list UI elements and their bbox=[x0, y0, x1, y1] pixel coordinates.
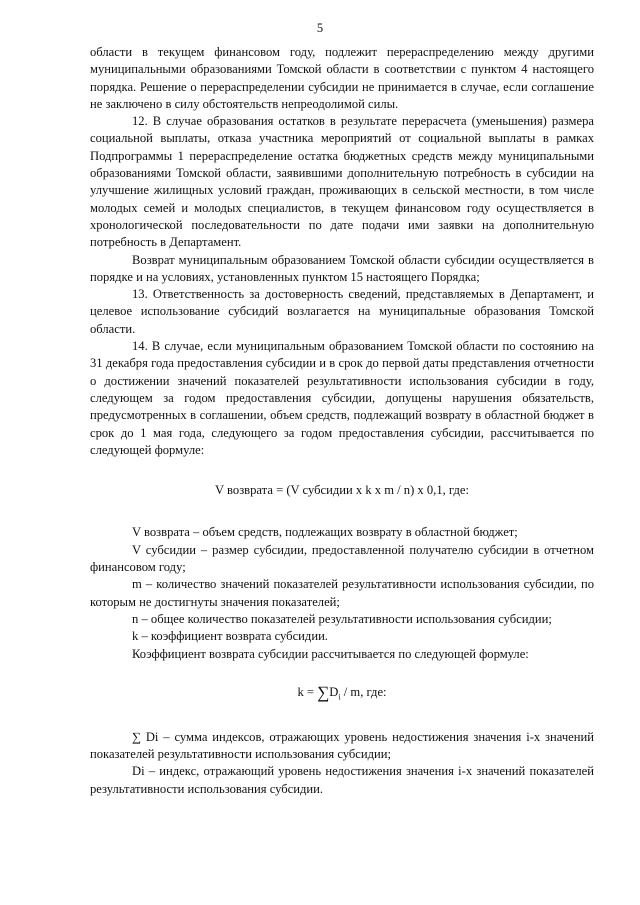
paragraph-item-14: 14. В случае, если муниципальным образованием Томской области по состоянию на 31 декабря года предоставления субсидии и в срок до первой даты представления отчетности о достижении значений показателей результативности использования субсидии в году, следующем за годом предоставления субсидии, допущены нарушения обязательств, предусмотренных в соглашении, объем средств, подлежащий возврату в областной бюджет в срок до 1 мая года, следующего за годом предоставления субсидии, рассчитывается по следующей формуле: bbox=[90, 339, 594, 457]
page-number: 5 bbox=[316, 21, 324, 35]
formula-k-right: / m, где: bbox=[340, 684, 387, 699]
formula-d: D bbox=[329, 684, 339, 699]
paragraph-item-12: 12. В случае образования остатков в результате перерасчета (уменьшения) размера социальной выплаты, отказа участника мероприятий от социальной выплаты в рамках Подпрограммы 1 перераспределение остатка бюджетных средств между муниципальными образованиями Томской области, заявившими дополнительную потребность в субсидии на улучшение жилищных условий граждан, проживающих в сельской местности, в том числе молодых семей и молодых специалистов, в текущем финансовом году осуществляется в хронологической последовательности по дате подачи ими заявки на дополнительную потребность в Департамент. bbox=[90, 114, 594, 250]
definition-v-subsidy: V субсидии – размер субсидии, предоставленной получателю субсидии в отчетном финансовом году; bbox=[90, 542, 594, 575]
definition-k: k – коэффициент возврата субсидии. bbox=[132, 629, 328, 644]
formula-k-left: k = bbox=[297, 684, 318, 699]
paragraph-continued: области в текущем финансовом году, подлежит перераспределению между другими муниципальными образованиями Томской области в соответствии с пунктом 4 настоящего порядка. Решение о перераспределении субсидии не принимается в случае, если соглашение не заключено в силу обстоятельств непреодолимой силы. bbox=[90, 45, 594, 111]
definition-sum-di: ∑ Di – сумма индексов, отражающих уровень недостижения значения i-х значений показателей результативности использования субсидии; bbox=[90, 729, 594, 761]
definition-m: m – количество значений показателей результативности использования субсидии, по которым не достигнуты значения показателей; bbox=[90, 577, 594, 609]
document-body bbox=[90, 44, 594, 798]
definition-n: n – общее количество показателей результативности использования субсидии; bbox=[132, 611, 552, 626]
paragraph-return: Возврат муниципальным образованием Томской области субсидии осуществляется в порядке и на условиях, установленных пунктом 15 настоящего Порядка; bbox=[90, 252, 594, 284]
definition-v-return: V возврата – объем средств, подлежащих возврату в областной бюджет; bbox=[132, 525, 518, 540]
paragraph-item-13: 13. Ответственность за достоверность сведений, представляемых в Департамент, и целевое использование субсидий возлагается на муниципальные образования Томской области. bbox=[90, 287, 594, 336]
definition-di: Di – индекс, отражающий уровень недостижения значения i-х значений показателей результативности использования субсидии. bbox=[90, 764, 594, 796]
formula-return-volume: V возврата = (V субсидии x k x m / n) x 0,1, где: bbox=[215, 483, 469, 498]
formula-subscript-i: i bbox=[338, 692, 341, 702]
sigma-symbol: ∑ bbox=[317, 682, 330, 702]
formula-coefficient bbox=[90, 682, 594, 706]
paragraph-coefficient-intro: Коэффициент возврата субсидии рассчитывается по следующей формуле: bbox=[132, 646, 529, 661]
